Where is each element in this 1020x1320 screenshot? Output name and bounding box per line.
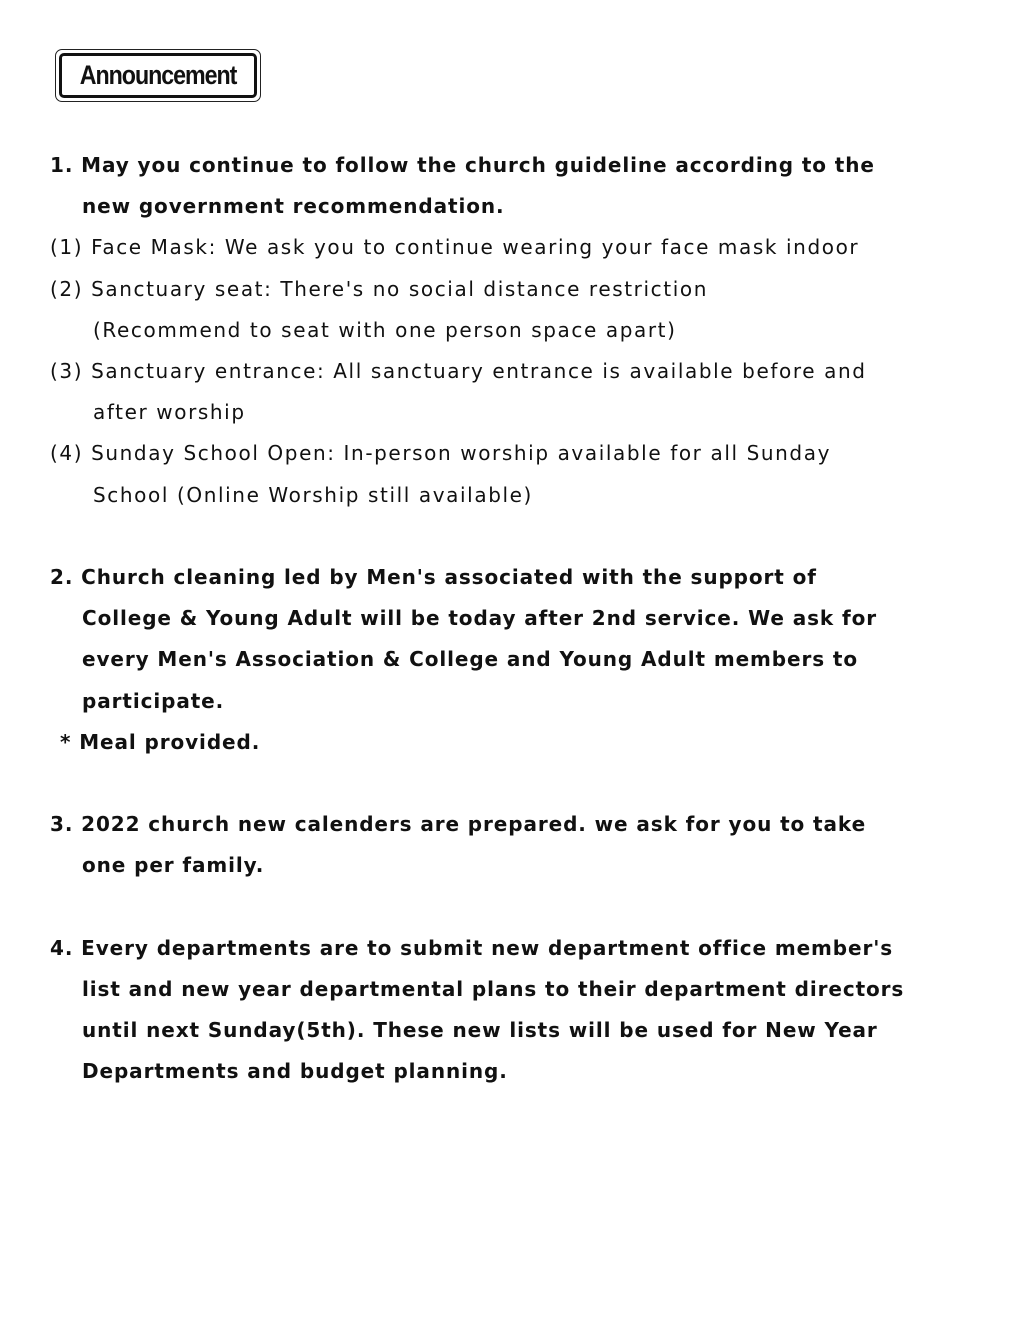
announcement-title-frame: [59, 53, 257, 98]
item4-line3: until next Sunday(5th). These new lists will be used for New Year: [82, 1018, 878, 1042]
item1-sub2b: (Recommend to seat with one person space apart): [93, 318, 677, 342]
item1-sub3b: after worship: [93, 400, 246, 424]
item2-line3: every Men's Association & College and Young Adult members to: [82, 647, 858, 671]
item1-sub1: (1) Face Mask: We ask you to continue wearing your face mask indoor: [50, 235, 860, 259]
item1-sub4b: School (Online Worship still available): [93, 483, 533, 507]
item2-line4: participate.: [82, 689, 225, 713]
item1-line1: 1. May you continue to follow the church guideline according to the: [50, 153, 875, 177]
item4-line1: 4. Every departments are to submit new department office member's: [50, 936, 894, 960]
item4-line2: list and new year departmental plans to their department directors: [82, 977, 905, 1001]
item2-line2: College & Young Adult will be today after 2nd service. We ask for: [82, 606, 877, 630]
item3-line1: 3. 2022 church new calenders are prepared. we ask for you to take: [50, 812, 867, 836]
item1-sub3a: (3) Sanctuary entrance: All sanctuary entrance is available before and: [50, 359, 867, 383]
item1-line2: new government recommendation.: [82, 194, 505, 218]
item4-line4: Departments and budget planning.: [82, 1059, 508, 1083]
page-title: Announcement: [79, 60, 237, 90]
item1-sub4a: (4) Sunday School Open: In-person worship available for all Sunday: [50, 441, 832, 465]
announcement-title-box: [55, 49, 261, 102]
item3-line2: one per family.: [82, 853, 265, 877]
item2-line1: 2. Church cleaning led by Men's associated with the support of: [50, 565, 817, 589]
item1-sub2a: (2) Sanctuary seat: There's no social distance restriction: [50, 277, 708, 301]
item2-note: * Meal provided.: [60, 730, 261, 754]
